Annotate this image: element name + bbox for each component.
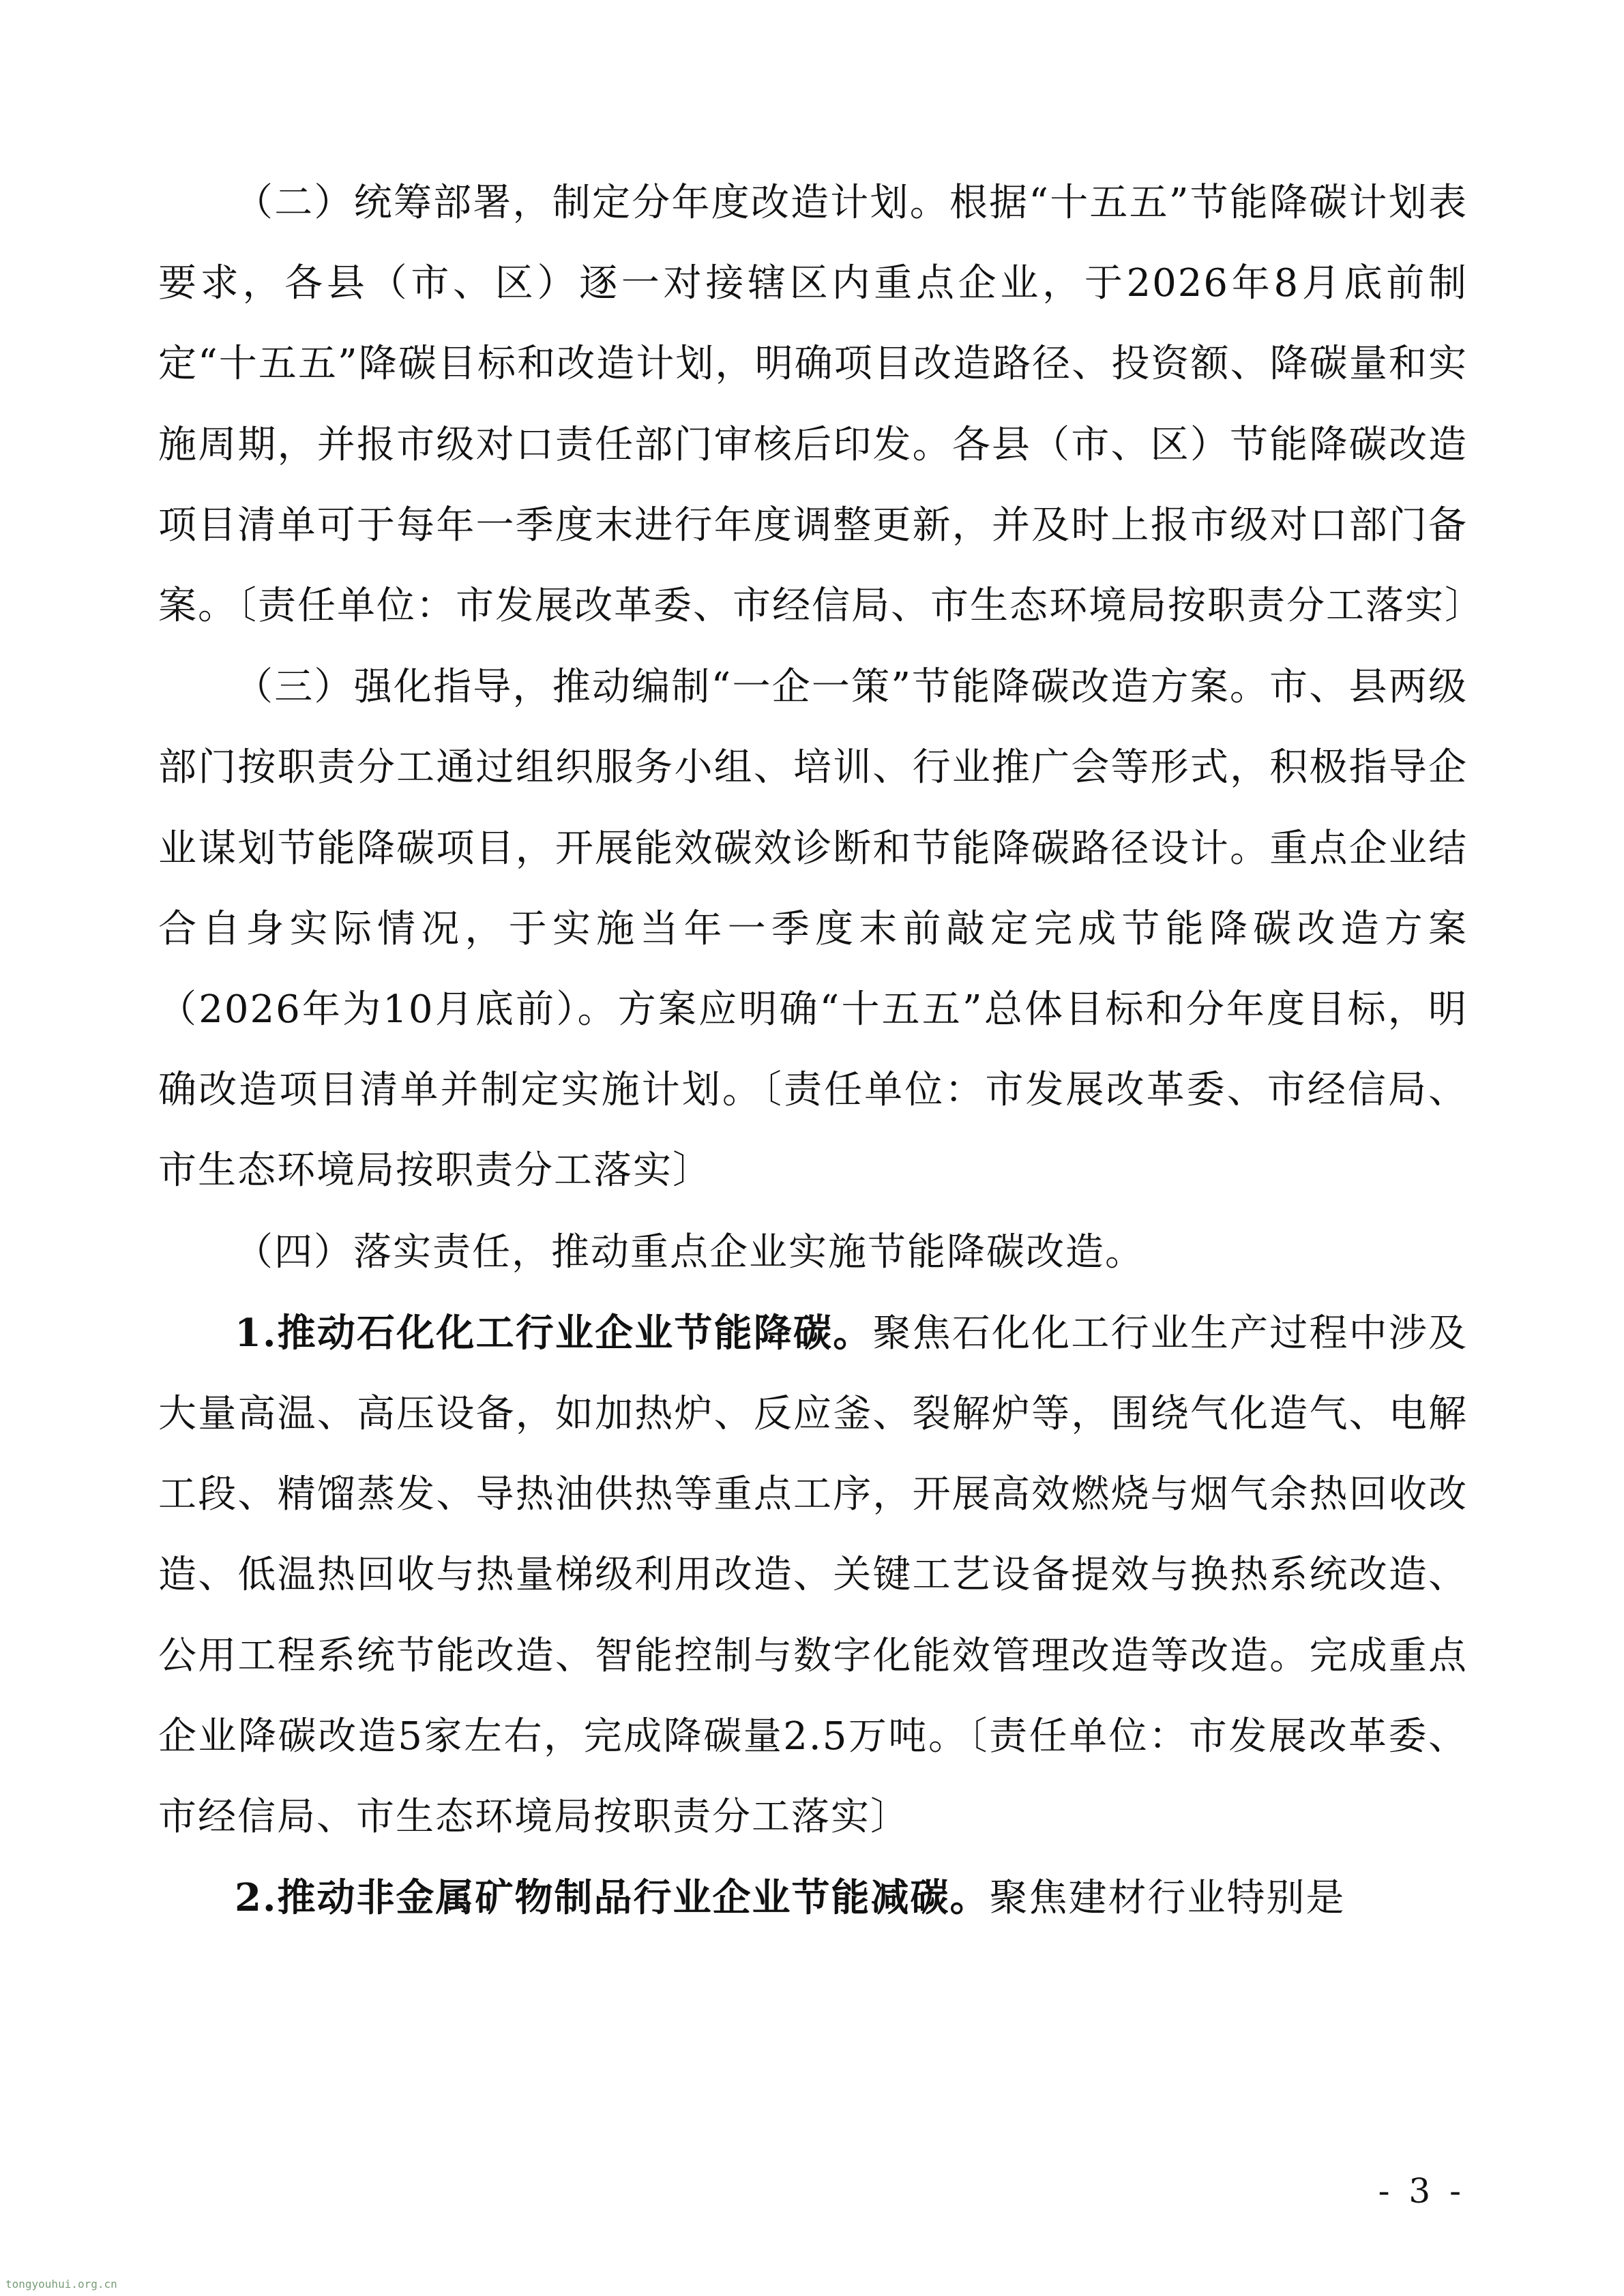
document-body <box>158 162 1484 1939</box>
paragraph-text: （四）落实责任，推动重点企业实施节能降碳改造。 <box>235 1229 1145 1274</box>
page-number: - 3 - <box>1378 2171 1465 2211</box>
paragraph-item-1 <box>158 1293 1468 1858</box>
watermark: tongyouhui.org.cn <box>5 2278 117 2291</box>
paragraph-section-3 <box>158 646 1468 1211</box>
paragraph-text: （三）强化指导，推动编制“一企一策”节能降碳改造方案。市、县两级部门按职责分工通过组织服务小组、培训、行业推广会等形式，积极指导企业谋划节能降碳项目，开展能效碳效诊断和节能降碳路径设计。重点企业结合自身实际情况，于实施当年一季度末前敲定完成节能降碳改造方案（2026年为10月底前）。方案应明确“十五五”总体目标和分年度目标，明确改造项目清单并制定实施计划。〔责任单位：市发展改革委、市经信局、市生态环境局按职责分工落实〕 <box>158 665 1468 1193</box>
paragraph-lead: 1.推动石化化工行业企业节能降碳。 <box>235 1310 873 1356</box>
paragraph-text: （二）统筹部署，制定分年度改造计划。根据“十五五”节能降碳计划表要求，各县（市、区）逐一对接辖区内重点企业，于2026年8月底前制定“十五五”降碳目标和改造计划，明确项目改造路径、投资额、降碳量和实施周期，并报市级对口责任部门审核后印发。各县（市、区）节能降碳改造项目清单可于每年一季度末进行年度调整更新，并及时上报市级对口部门备案。〔责任单位：市发展改革委、市经信局、市生态环境局按职责分工落实〕 <box>158 181 1484 629</box>
paragraph-item-2 <box>158 1858 1468 1939</box>
paragraph-text: 聚焦建材行业特别是 <box>989 1876 1346 1921</box>
paragraph-section-4 <box>158 1212 1468 1293</box>
paragraph-lead: 2.推动非金属矿物制品行业企业节能减碳。 <box>235 1875 990 1921</box>
paragraph-text: 聚焦石化化工行业生产过程中涉及大量高温、高压设备，如加热炉、反应釜、裂解炉等，围绕气化造气、电解工段、精馏蒸发、导热油供热等重点工序，开展高效燃烧与烟气余热回收改造、低温热回收与热量梯级利用改造、关键工艺设备提效与换热系统改造、公用工程系统节能改造、智能控制与数字化能效管理改造等改造。完成重点企业降碳改造5家左右，完成降碳量2.5万吨。〔责任单位：市发展改革委、市经信局、市生态环境局按职责分工落实〕 <box>158 1311 1468 1840</box>
paragraph-section-2 <box>158 162 1484 646</box>
